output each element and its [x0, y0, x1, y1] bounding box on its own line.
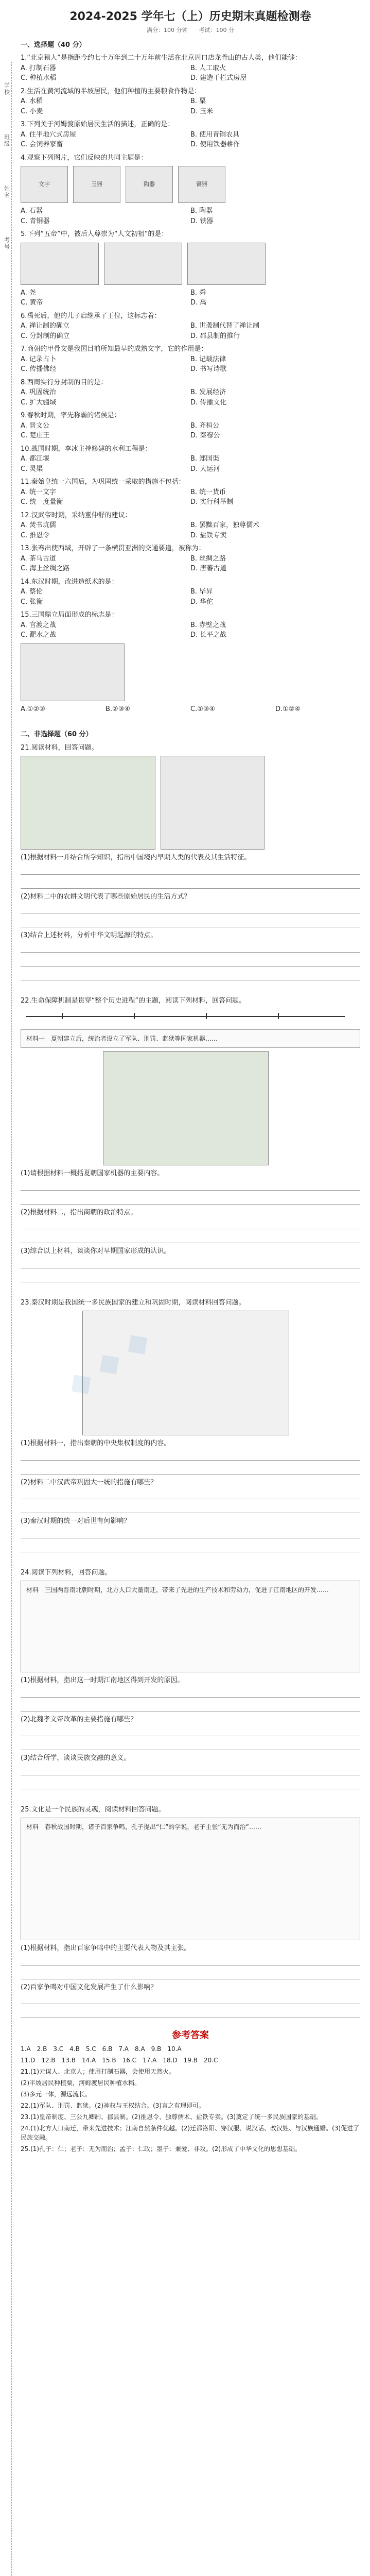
option-c: C. 张衡	[21, 598, 43, 606]
question-stem: 12.汉武帝时期，采纳董仲舒的建议：	[21, 511, 132, 519]
answer-line[interactable]	[21, 1218, 360, 1229]
figure-map	[103, 1051, 269, 1165]
binding-margin	[0, 0, 17, 2576]
map-row	[21, 756, 360, 850]
question-stem: 1.“北京猿人”是指距今约七十万年到二十万年前生活在北京周口店龙骨山的古人类，他们能够：	[21, 54, 302, 62]
figure-caption: 铜器	[196, 180, 207, 188]
artifact-figures	[21, 166, 360, 203]
option-c: C. 青铜器	[21, 217, 50, 225]
option-b: B. 赤壁之战	[190, 621, 226, 629]
answer-line[interactable]	[21, 1701, 360, 1711]
option-list	[21, 620, 360, 640]
question-21	[21, 743, 360, 980]
question-13	[21, 544, 360, 574]
sidebar-label-school: 学校	[3, 82, 10, 96]
figure-row	[21, 643, 360, 701]
question-stem: 9.春秋时期，率先称霸的诸侯是：	[21, 412, 121, 419]
section-heading-choice: 一、选择题（40 分）	[21, 41, 86, 49]
answer-line[interactable]	[21, 1194, 360, 1205]
question-stem: 6.禹死后，他的儿子启继承了王位，这标志着：	[21, 312, 161, 320]
question-stem: 22.生命保障机制是贯穿“整个历史进程”的主题，阅读下列材料，回答问题。	[21, 996, 246, 1005]
answer-line[interactable]	[21, 1687, 360, 1698]
option-b: B. 记载法律	[190, 355, 226, 363]
option-a: A. 晋文公	[21, 421, 49, 430]
option-list	[21, 520, 360, 540]
option-list	[21, 421, 360, 441]
question-stem: 5.下列“五帝”中，被后人尊崇为“人文初祖”的是：	[21, 230, 168, 238]
question-part: (3)结合上述材料，分析中华文明起源的特点。	[21, 931, 157, 939]
option-list	[21, 587, 360, 607]
illustration-row	[21, 243, 360, 285]
option-d: D. 长平之战	[190, 631, 227, 639]
question-stem: 21.阅读材料，回答问题。	[21, 743, 98, 752]
question-stem: 2.生活在黄河流域的半坡居民，他们种植的主要粮食作物是：	[21, 87, 201, 95]
answer-line-text: 21.(1)元谋人、北京人；使用打制石器，会使用天然火。	[21, 2068, 175, 2075]
answer-line[interactable]	[21, 942, 360, 953]
option-d: D. 传播文化	[190, 398, 227, 406]
answer-line-text: 11.D 12.B 13.B 14.A 15.B 16.C 17.A 18.D 19.B 20.C	[21, 2057, 218, 2064]
answer-line[interactable]	[21, 864, 360, 875]
option-b: B. 郑国渠	[190, 455, 220, 463]
question-part: (2)北魏孝文帝改革的主要措施有哪些？	[21, 1715, 137, 1723]
answer-line[interactable]	[21, 1272, 360, 1282]
answer-line[interactable]	[21, 970, 360, 980]
exam-meta: 满分：100 分钟 考试：100 分	[147, 27, 234, 33]
answer-line-text: 25.(1)孔子：仁；老子：无为而治；孟子：仁政；墨子：兼爱、非攻。(2)形成了中华文化的思想基础。	[21, 2145, 302, 2153]
option-d: D.①②④	[275, 705, 301, 713]
question-part: (2)材料二中汉武帝巩固大一统的措施有哪些？	[21, 1478, 157, 1486]
option-c: C. 海上丝绸之路	[21, 565, 70, 572]
option-a: A. 住半地穴式房屋	[21, 130, 76, 139]
option-a: A. 打制石器	[21, 64, 56, 72]
option-d: D. 秦穆公	[190, 432, 220, 439]
material-box: 材料一 夏朝建立后，统治者设立了军队、刑罚、监狱等国家机器……	[21, 1029, 360, 1048]
question-23	[21, 1298, 360, 1552]
question-2	[21, 87, 360, 117]
page-title: 2024-2025 学年七（上）历史期末真题检测卷	[69, 10, 311, 23]
answer-key	[21, 2044, 360, 2154]
option-b: B.②③④	[105, 705, 131, 713]
question-25	[21, 1805, 360, 2019]
option-a: A. 尧	[21, 289, 36, 297]
option-d: D. 唐蕃古道	[190, 565, 227, 572]
question-part: (1)根据材料，指出百家争鸣中的主要代表人物及其主张。	[21, 1944, 191, 1952]
answer-line[interactable]	[21, 1778, 360, 1789]
option-d: D. 盐铁专卖	[190, 531, 227, 539]
question-11	[21, 477, 360, 507]
option-c: C. 统一度量衡	[21, 498, 63, 506]
sidebar-label-id: 考号	[3, 237, 10, 250]
option-a: A. 禅让制的确立	[21, 322, 69, 330]
question-7	[21, 344, 360, 375]
timeline-tick	[206, 1013, 207, 1019]
answer-line[interactable]	[21, 1258, 360, 1268]
figure-table	[82, 1311, 289, 1435]
timeline-tick	[134, 1013, 135, 1019]
answer-line[interactable]	[21, 903, 360, 913]
option-c: C. 种植水稻	[21, 74, 57, 82]
option-b: B. 世袭制代替了禅让制	[190, 322, 260, 330]
answer-line[interactable]	[21, 1541, 360, 1552]
question-12	[21, 511, 360, 541]
option-a: A. 焚书坑儒	[21, 521, 56, 529]
question-4	[21, 153, 360, 227]
figure-caption: 文字	[39, 180, 50, 188]
question-1	[21, 53, 360, 83]
answer-line[interactable]	[21, 956, 360, 967]
answer-line-text: 23.(1)皇帝制度、三公九卿制、郡县制。(2)推恩令、独尊儒术、盐铁专卖。(3)奠定了统一多民族国家的基础。	[21, 2113, 323, 2121]
option-list	[21, 130, 360, 150]
option-b: B. 毕昇	[190, 588, 213, 596]
option-a: A. 茶马古道	[21, 554, 56, 563]
answer-line-text: 22.(1)军队、刑罚、监狱。(2)神权与王权结合。(3)言之有理即可。	[21, 2102, 205, 2109]
question-9	[21, 411, 360, 441]
question-part: (3)综合以上材料，谈谈你对早期国家形成的认识。	[21, 1247, 171, 1255]
option-c: C. 会饲养家畜	[21, 141, 63, 148]
option-a: A. 蔡伦	[21, 588, 43, 596]
figure-artifact	[178, 166, 225, 203]
answer-line[interactable]	[21, 917, 360, 927]
option-d: D. 铁器	[190, 217, 214, 225]
option-a: A. 巩固统治	[21, 388, 56, 396]
question-part: (1)请根据材料一概括夏朝国家机器的主要内容。	[21, 1170, 164, 1177]
option-a: A. 记录占卜	[21, 355, 56, 363]
question-part: (2)百家争鸣对中国文化发展产生了什么影响？	[21, 1983, 157, 1991]
option-c: C. 小麦	[21, 107, 43, 115]
option-a: A. 石器	[21, 207, 43, 215]
option-b: B. 发展经济	[190, 388, 226, 396]
question-part: (2)根据材料二，指出商朝的政治特点。	[21, 1208, 137, 1216]
option-b: B. 人工取火	[190, 64, 226, 72]
question-part: (3)结合所学，谈谈民族交融的意义。	[21, 1754, 131, 1762]
map-row	[21, 1051, 360, 1165]
sidebar-label-name: 姓名	[3, 185, 10, 199]
option-c: C. 黄帝	[21, 299, 43, 307]
question-part: (1)根据材料一并结合所学知识，指出中国境内早期人类的代表及其生活特征。	[21, 854, 251, 861]
option-b: B. 舜	[190, 289, 206, 297]
option-b: B. 陶器	[190, 207, 213, 215]
option-d: D. 大运河	[190, 465, 220, 473]
question-stem: 14.东汉时期，改进造纸术的是：	[21, 578, 118, 586]
figure-caption: 陶器	[144, 180, 155, 188]
option-d: D. 禹	[190, 299, 207, 307]
question-stem: 24.阅读下列材料，回答问题。	[21, 1568, 112, 1577]
answer-line[interactable]	[21, 1464, 360, 1475]
answer-line[interactable]	[21, 878, 360, 889]
figure-artifact	[73, 166, 120, 203]
question-14	[21, 577, 360, 607]
answer-line[interactable]	[21, 1450, 360, 1461]
question-3	[21, 120, 360, 150]
figure-map	[21, 756, 155, 850]
exam-sheet	[21, 0, 360, 2154]
figure-photo	[21, 643, 125, 701]
figure-artifact	[126, 166, 173, 203]
question-10	[21, 444, 360, 474]
watermark: ◆	[60, 1361, 100, 1404]
question-stem: 8.西周实行分封制的目的是：	[21, 378, 108, 386]
option-list	[21, 454, 360, 474]
question-stem: 7.商朝的甲骨文是我国目前所知最早的成熟文字，它的作用是：	[21, 345, 208, 353]
option-d: D. 郡县制的推行	[190, 332, 240, 340]
timeline-figure	[21, 1006, 350, 1026]
answer-line-text: 24.(1)北方人口南迁，带来先进技术；江南自然条件优越。(2)迁都洛阳、穿汉服、说汉话、改汉姓、与汉族通婚。(3)促进了民族交融。	[21, 2125, 360, 2141]
answer-line[interactable]	[21, 1180, 360, 1191]
option-c: C. 淝水之战	[21, 631, 57, 639]
option-b: B. 统一货币	[190, 488, 226, 496]
answer-line[interactable]	[21, 2007, 360, 2018]
question-stem: 15.三国鼎立局面形成的标志是：	[21, 611, 118, 619]
figure-photo	[161, 756, 265, 850]
answer-line[interactable]	[21, 1725, 360, 1736]
question-stem: 25.文化是一个民族的灵魂，阅读材料回答问题。	[21, 1805, 165, 1814]
option-list	[21, 387, 360, 408]
answer-key-title: 参考答案	[172, 2030, 209, 2041]
question-stem: 13.张骞出使西域，开辟了一条横贯亚洲的交通要道，被称为：	[21, 545, 205, 552]
answer-line[interactable]	[21, 1993, 360, 2004]
answer-line[interactable]	[21, 1502, 360, 1513]
option-c: C. 灵渠	[21, 465, 43, 473]
question-24	[21, 1568, 360, 1789]
option-c: C. 楚庄王	[21, 432, 50, 439]
option-d: D. 建造干栏式房屋	[190, 74, 247, 82]
figure-illustration	[21, 243, 99, 285]
material-box: 材料 三国两晋南北朝时期，北方人口大量南迁，带来了先进的生产技术和劳动力，促进了江南地区的开发……	[21, 1581, 360, 1672]
option-list	[21, 96, 360, 116]
option-d: D. 玉米	[190, 107, 214, 115]
option-d: D. 华佗	[190, 598, 214, 606]
answer-line[interactable]	[21, 1232, 360, 1243]
option-c: C. 分封制的确立	[21, 332, 70, 340]
answer-line[interactable]	[21, 1528, 360, 1538]
option-list	[21, 354, 360, 375]
timeline-tick	[62, 1013, 63, 1019]
chart-row	[21, 1311, 360, 1435]
figure-illustration	[104, 243, 182, 285]
choice-questions-continued	[21, 311, 360, 640]
figure-caption: 玉器	[91, 180, 102, 188]
option-c: C. 推恩令	[21, 531, 50, 539]
question-stem: 11.秦始皇统一六国后，为巩固统一采取的措施不包括：	[21, 478, 185, 486]
figure-illustration	[187, 243, 266, 285]
question-stem: 10.战国时期，李冰主持修建的水利工程是：	[21, 445, 152, 453]
option-d: D. 使用铁器耕作	[190, 141, 240, 148]
question-part: (2)材料二中的农耕文明代表了哪些原始居民的生活方式？	[21, 892, 191, 901]
option-c: C. 传播佛经	[21, 365, 57, 373]
option-list	[21, 206, 360, 226]
question-8	[21, 378, 360, 408]
question-22	[21, 996, 360, 1282]
cut-line	[11, 62, 12, 2576]
question-stem: 3.下列关于河姆渡原始居民生活的描述，正确的是：	[21, 121, 174, 128]
option-b: B. 使用青铜农具	[190, 130, 240, 139]
answer-line[interactable]	[21, 1955, 360, 1965]
question-6	[21, 311, 360, 342]
sidebar-label-class: 班级	[3, 134, 10, 147]
question-15	[21, 610, 360, 640]
answer-line-text: 1.A 2.B 3.C 4.B 5.C 6.B 7.A 8.A 9.B 10.A	[21, 2045, 182, 2053]
option-c: C.①③④	[190, 705, 216, 713]
option-d: D. 实行科举制	[190, 498, 234, 506]
combination-options	[21, 704, 360, 715]
answer-line[interactable]	[21, 1739, 360, 1750]
section-heading-essay: 二、非选择题（60 分）	[21, 731, 93, 738]
option-b: B. 齐桓公	[190, 421, 220, 430]
timeline-axis	[26, 1016, 345, 1017]
question-stem: 23.秦汉时期是我国统一多民族国家的建立和巩固时期，阅读材料回答问题。	[21, 1298, 245, 1307]
answer-line-text: (3)多元一体，源远流长。	[21, 2091, 91, 2098]
question-part: (1)根据材料一，指出秦朝的中央集权制度的内容。	[21, 1439, 171, 1447]
option-b: B. 罢黜百家，独尊儒术	[190, 521, 260, 529]
option-a: A. 水稻	[21, 97, 43, 105]
figure-artifact	[21, 166, 68, 203]
answer-line-text: (2)半坡居民种植粟，河姆渡居民种植水稻。	[21, 2079, 140, 2087]
option-a: A. 都江堰	[21, 455, 49, 463]
question-stem: 4.观察下列图片，它们反映的共同主题是：	[21, 154, 148, 162]
question-part: (1)根据材料，指出这一时期江南地区得到开发的原因。	[21, 1676, 184, 1684]
answer-line[interactable]	[21, 1488, 360, 1499]
option-a: A.①②③	[21, 705, 45, 713]
option-c: C. 扩大疆域	[21, 398, 57, 406]
question-5	[21, 229, 360, 308]
question-part: (3)秦汉时期的统一对后世有何影响？	[21, 1517, 131, 1525]
option-list	[21, 321, 360, 341]
option-d: D. 书写诗歌	[190, 365, 227, 373]
timeline-tick	[278, 1013, 279, 1019]
option-a: A. 官渡之战	[21, 621, 56, 629]
option-list	[21, 288, 360, 308]
material-box: 材料 春秋战国时期，诸子百家争鸣，孔子提出“仁”的学说，老子主张“无为而治”……	[21, 1818, 360, 1940]
option-list	[21, 63, 360, 83]
option-a: A. 统一文字	[21, 488, 56, 496]
option-b: B. 丝绸之路	[190, 554, 226, 563]
option-b: B. 粟	[190, 97, 206, 105]
answer-line[interactable]	[21, 1969, 360, 1979]
option-list	[21, 554, 360, 574]
answer-line[interactable]	[21, 1765, 360, 1775]
option-list	[21, 487, 360, 507]
